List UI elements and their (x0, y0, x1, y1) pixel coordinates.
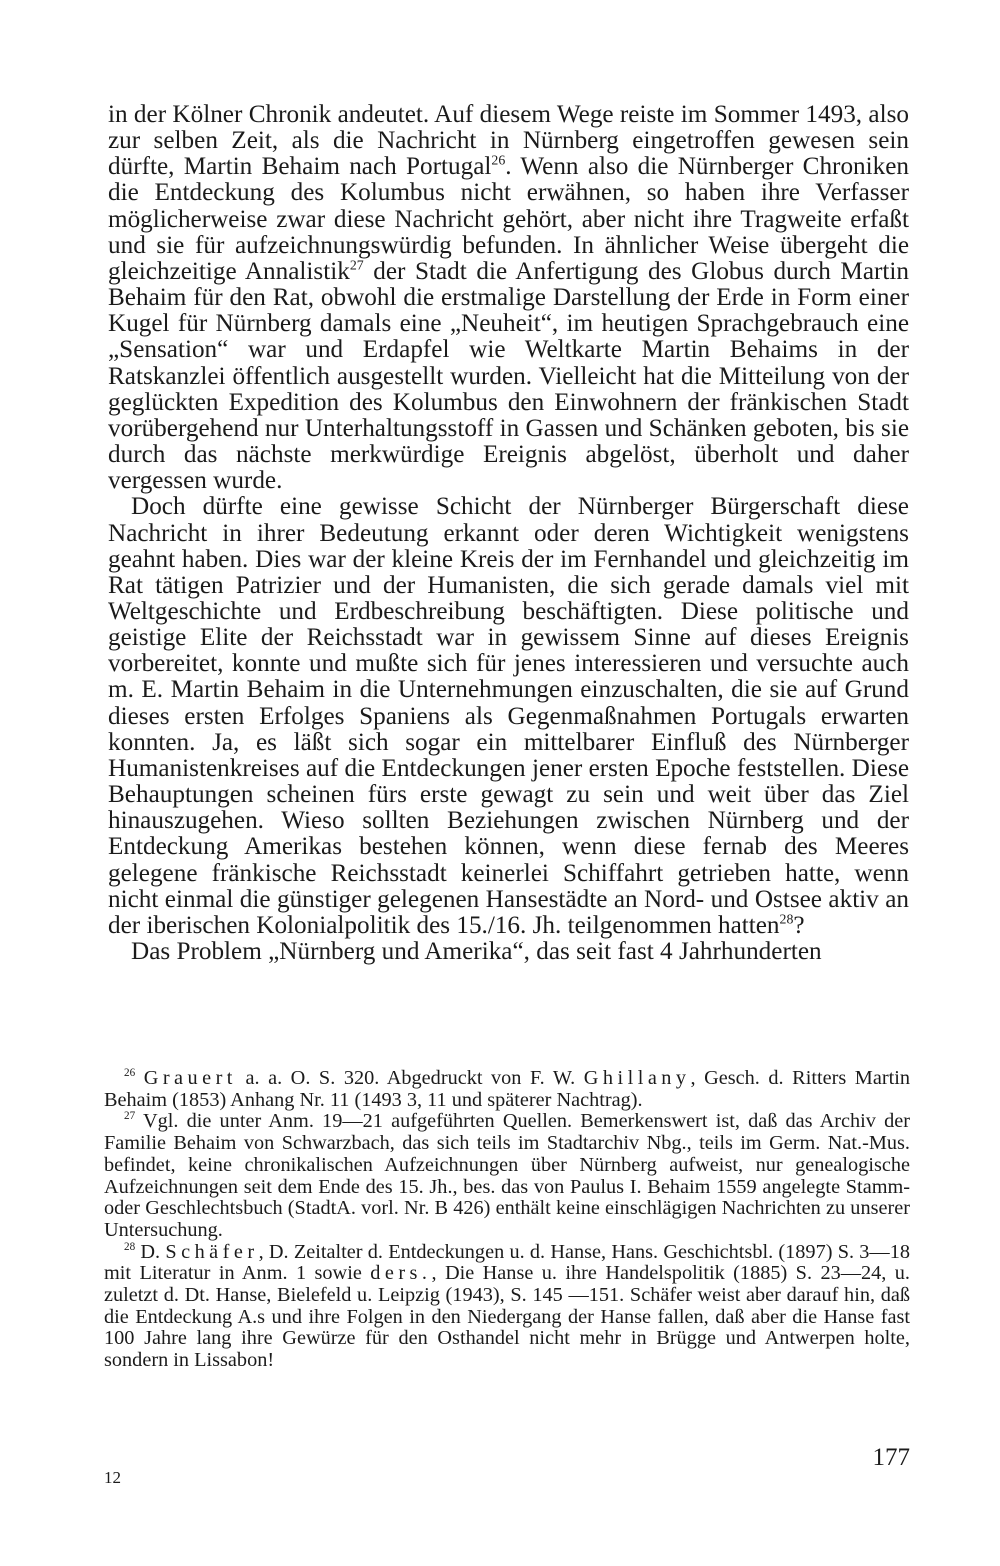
footnote-ref-28: 28 (779, 911, 794, 927)
page-number: 177 (872, 1444, 910, 1471)
footnote-26-text-2: , Gesch. d. Ritters Martin Behaim (1853) Anhang Nr. 11 (1493 3, 11 und späterer Nachtrag). (104, 1067, 910, 1111)
footnote-26-author-2: Ghillany (583, 1067, 691, 1089)
footnote-28-ders: ders. (370, 1262, 432, 1285)
paragraph-2-text: Doch dürfte eine gewisse Schicht der Nürnberger Bürgerschaft diese Nachricht in ihrer Bedeutung erkannt oder deren Wichtigkeit wenigstens geahnt haben. Dies war der kleine Kreis der im Fernhandel und gleichzeitig im Rat tätigen Patrizier und der Humanisten, die sich gerade damals viel mit Weltgeschichte und Erdbeschreibung beschäftigten. Diese politische und geistige Elite der Reichsstadt war in gewissem Sinne auf dieses Ereignis vorbereitet, konnte und mußte sich für jenes interessieren und versuchte auch m. E. Martin Behaim in die Unternehmungen einzuschalten, die sie auf Grund dieses ersten Erfolges Spaniens als Gegenmaßnahmen Portugals erwarten konnten. Ja, es läßt sich sogar ein mittelbarer Einfluß des Nürnberger Humanistenkreises auf die Entdeckungen jener ersten Epoche feststellen. Diese Behauptungen scheinen fürs erste gewagt zu sein und weit über das Ziel hinauszugehen. Wieso sollten Beziehungen zwischen Nürnberg und der Entdeckung Amerikas bestehen können, wenn diese fernab des Meeres gelegene fränkische Reichsstadt keinerlei Schiffahrt getrieben hatte, wenn nicht einmal die günstiger gelegenen Hansestädte an Nord- und Ostsee aktiv an der iberischen Kolonialpolitik des 15./16. Jh. teilgenommen hatten (108, 493, 909, 939)
footnote-26-text-1: a. a. O. S. 320. Abgedruckt von F. W. (236, 1067, 584, 1089)
footnote-26-number: 26 (124, 1067, 136, 1080)
footnote-28-text-3: , Die Hanse u. ihre Handelspolitik (1885) S. 23—24, u. zuletzt d. Dt. Hanse, Bielefeld u. Leipzig (1943), S. 145 —151. Schäfer weist aber darauf hin, daß die Entdeckung A.s und ihre Folgen in den Niedergang der Hanse fallen, daß aber die Hanse fast 100 Jahre lang ihre Gewürze für den Osthandel nicht mehr in Brügge und Antwerpen holte, sondern in Lissabon! (104, 1262, 910, 1372)
main-text (108, 102, 909, 965)
footnote-28-number: 28 (124, 1240, 136, 1253)
paragraph-2-end: ? (793, 911, 805, 939)
paragraph-3-text: Das Problem „Nürnberg und Amerika“, das seit fast 4 Jahrhunderten (131, 938, 822, 965)
footnote-ref-26: 26 (491, 152, 506, 168)
footnote-28-author: Schäfer (165, 1240, 259, 1263)
footnotes (104, 1068, 910, 1372)
footnote-ref-27: 27 (349, 257, 364, 273)
footnote-28 (104, 1242, 910, 1372)
signature-mark: 12 (104, 1468, 121, 1487)
footnote-26-author: Grauert (143, 1067, 237, 1089)
paragraph-3 (108, 939, 909, 965)
footnote-28-text-1: D. (135, 1240, 166, 1263)
footnote-28-text-2: , D. Zeitalter d. Entdeckungen u. d. Hanse, Hans. Geschichtsbl. (1897) S. 3—18 mit Literatur in Anm. 1 sowie (104, 1240, 910, 1285)
paragraph-1-part-2: . Wenn also die Nürnberger Chroniken die Entdeckung des Kolumbus nicht erwähnen, so haben ihre Verfasser möglicherweise zwar diese Nachricht gehört, aber nicht ihre Tragweite erfaßt und sie für aufzeichnungswürdig befunden. In ähnlicher Weise übergeht die gleichzeitige Annalistik (108, 153, 909, 285)
footnote-26 (104, 1068, 910, 1111)
footnote-27-text: Vgl. die unter Anm. 19—21 aufgeführten Quellen. Bemerkenswert ist, daß das Archiv der Familie Behaim von Schwarzbach, das sich teils im Stadtarchiv Nbg., teils im Germ. Nat.-Mus. befindet, keine chronikalischen Aufzeichnungen über Nürnberg aufweist, nur genealogische Aufzeichnungen seit dem Ende des 15. Jh., bes. das von Paulus I. Behaim 1559 angelegte Stamm- oder Geschlechtsbuch (StadtA. vorl. Nr. B 426) enthält keine einschlägigen Nachrichten zu unserer Untersuchung. (104, 1110, 910, 1241)
footnote-27-number: 27 (124, 1110, 136, 1123)
paragraph-1 (108, 102, 909, 494)
paragraph-1-part-3: der Stadt die Anfertigung des Globus durch Martin Behaim für den Rat, obwohl die erstmalige Darstellung der Erde in Form einer Kugel für Nürnberg damals eine „Neuheit“, im heutigen Sprachgebrauch eine „Sensation“ war und Erdapfel wie Weltkarte Martin Behaims in der Ratskanzlei öffentlich ausgestellt wurden. Vielleicht hat die Mitteilung von der geglückten Expedition des Kolumbus den Einwohnern der fränkischen Stadt vorübergehend nur Unterhaltungsstoff in Gassen und Schänken geboten, bis sie durch das nächste merkwürdige Ereignis abgelöst, überholt und daher vergessen wurde. (108, 257, 909, 495)
footnote-27 (104, 1111, 910, 1241)
paragraph-2 (108, 494, 909, 939)
paragraph-1-part-1: in der Kölner Chronik andeutet. Auf diesem Wege reiste im Sommer 1493, also zur selben Zeit, als die Nachricht in Nürnberg eingetroffen gewesen sein dürfte, Martin Behaim nach Portugal (108, 101, 909, 181)
